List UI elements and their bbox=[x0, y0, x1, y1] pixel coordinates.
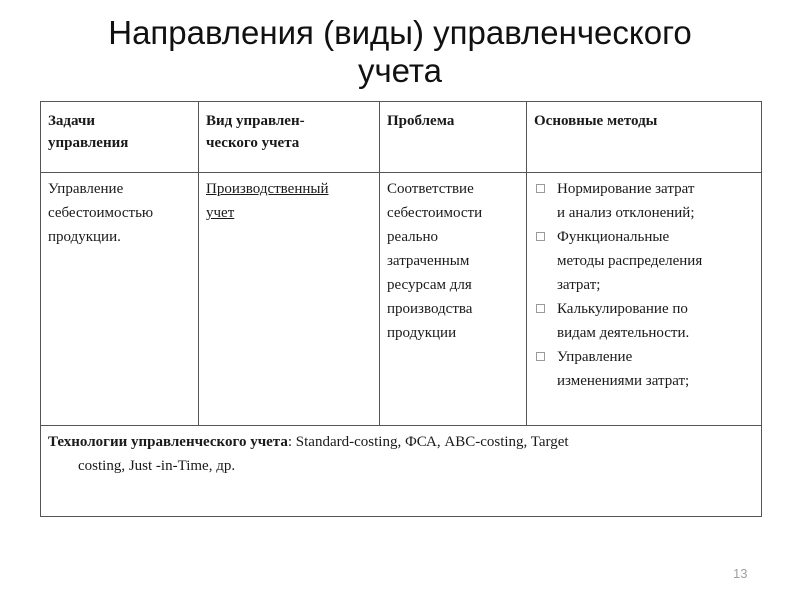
slide-title bbox=[0, 14, 800, 90]
slide-title-line-2: учета bbox=[357, 52, 443, 89]
technologies-list-line-1: Standard-costing, ФСА, ABC-costing, Target bbox=[292, 434, 569, 450]
technologies-separator: : bbox=[287, 434, 293, 450]
square-bullet-icon bbox=[536, 232, 545, 241]
technologies-row bbox=[41, 426, 762, 517]
table-row bbox=[41, 173, 762, 426]
technologies-list-line-2: costing, Just -in-Time, др. bbox=[78, 458, 236, 474]
cell-accounting-type bbox=[199, 173, 380, 426]
methods-list bbox=[534, 177, 755, 393]
header-tasks: Задачи управления bbox=[41, 102, 199, 173]
slide-title-line-1: Направления (виды) управленческого bbox=[108, 14, 692, 51]
page-number: 13 bbox=[733, 566, 748, 581]
square-bullet-icon bbox=[536, 352, 545, 361]
table-header-row bbox=[41, 102, 762, 173]
square-bullet-icon bbox=[536, 184, 545, 193]
technologies-label: Технологии управленческого учета bbox=[48, 434, 288, 450]
list-item: Функциональные методы распределения затрат; bbox=[534, 225, 755, 297]
cell-task: Управление себестоимостью продукции. bbox=[41, 173, 199, 426]
cell-problem: Соответствие себестоимости реально затраченным ресурсам для производства продукции bbox=[380, 173, 527, 426]
list-item: Нормирование затрат и анализ отклонений; bbox=[534, 177, 755, 225]
square-bullet-icon bbox=[536, 304, 545, 313]
header-methods: Основные методы bbox=[527, 102, 762, 173]
list-item: Управление изменениями затрат; bbox=[534, 345, 755, 393]
cell-methods bbox=[527, 173, 762, 426]
production-accounting-link[interactable]: Производственный учет bbox=[206, 181, 329, 221]
header-problem: Проблема bbox=[380, 102, 527, 173]
header-accounting-type: Вид управлен- ческого учета bbox=[199, 102, 380, 173]
list-item: Калькулирование по видам деятельности. bbox=[534, 297, 755, 345]
management-accounting-table bbox=[40, 101, 762, 517]
technologies-cell bbox=[41, 426, 762, 517]
technologies-text bbox=[48, 430, 755, 478]
